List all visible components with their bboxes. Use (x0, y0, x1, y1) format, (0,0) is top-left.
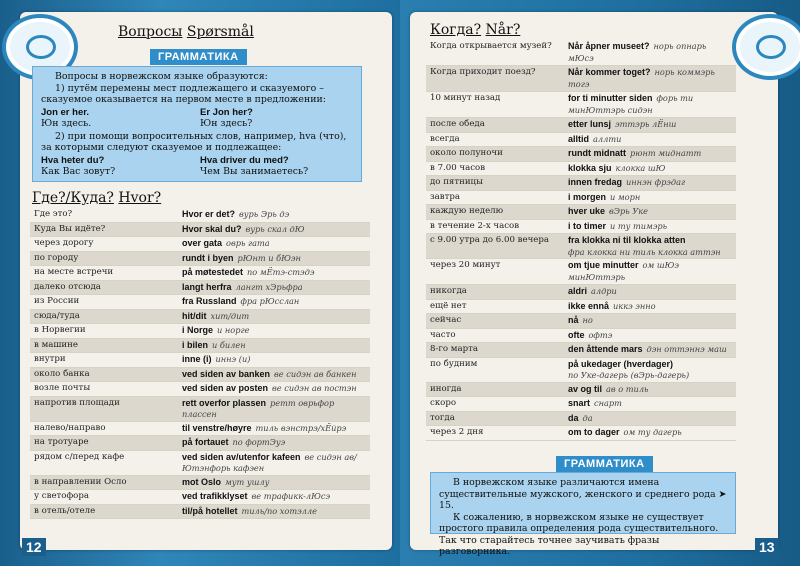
transcription: ретт оврьфор (270, 397, 335, 408)
transcription: ве трафикк-лЮсэ (251, 491, 331, 501)
russian-phrase: часто (430, 329, 456, 340)
norwegian-cell (180, 295, 370, 309)
norwegian-phrase: snart (568, 398, 591, 408)
norwegian-cell (566, 259, 736, 284)
section-title (32, 190, 161, 206)
phrase-row (30, 353, 370, 368)
norwegian-phrase: rundt midnatt (568, 148, 626, 158)
norwegian-phrase: alltid (568, 133, 590, 144)
phrase-row (426, 92, 736, 118)
norwegian-phrase: nå (568, 315, 579, 325)
norwegian-phrase: over gata (182, 238, 223, 248)
norwegian-cell (180, 505, 370, 519)
phrase-row (30, 223, 370, 238)
norwegian-phrase: ikke ennå (568, 300, 610, 311)
example-translation: Как Вас зовут? (41, 166, 116, 177)
russian-phrase: в Норвегии (34, 325, 86, 335)
norwegian-phrase: i morgen (568, 191, 607, 202)
norwegian-phrase: Når kommer toget? (568, 67, 651, 77)
norwegian-phrase: ved siden av/utenfor kafeen (182, 451, 301, 462)
norwegian-phrase: på møtestedet (182, 267, 244, 277)
transcription: тиль/по хотэлле (241, 505, 317, 516)
norwegian-phrase: rett overfor plassen (182, 397, 267, 408)
transcription: ве сидэн ав/ (304, 451, 357, 462)
transcription: и норге (217, 325, 250, 335)
norwegian-cell (180, 266, 370, 280)
russian-phrase: Где это? (34, 209, 73, 219)
example-text: Hva heter du? (41, 154, 105, 166)
page-number: 13 (755, 538, 779, 556)
transcription: и ту тимэрь (610, 220, 668, 231)
russian-phrase: 8-го марта (430, 344, 478, 354)
norwegian-phrase: den åttende mars (568, 344, 643, 354)
russian-phrase: через 20 минут (430, 260, 501, 270)
transcription: по фортЭуэ (232, 437, 286, 447)
example-translation: Юн здесь. (41, 118, 92, 129)
norwegian-cell (180, 476, 370, 490)
russian-phrase: в направлении Осло (34, 476, 127, 487)
russian-phrase: в течение 2-х часов (430, 220, 520, 231)
norwegian-phrase: for ti minutter siden (568, 93, 653, 103)
russian-phrase: в отель/отеле (34, 505, 96, 516)
title-ru: Вопросы (118, 24, 183, 40)
phrase-row (30, 476, 370, 491)
phrase-row (426, 314, 736, 329)
grammar-box (430, 472, 736, 557)
phrase-row (426, 412, 736, 427)
norwegian-phrase: Hvor er det? (182, 209, 236, 219)
norwegian-phrase: i Norge (182, 325, 214, 335)
norwegian-cell (566, 40, 736, 65)
norwegian-phrase: til/på hotellet (182, 505, 238, 516)
transcription: по мЁтэ-стэдэ (247, 267, 315, 277)
norwegian-cell (566, 329, 736, 343)
transcription: вЭрь Уке (609, 206, 649, 216)
phrase-row (426, 66, 736, 92)
norwegian-phrase: fra Russland (182, 296, 237, 306)
russian-phrase: после обеда (430, 119, 485, 129)
phrase-row (426, 176, 736, 191)
norwegian-cell (566, 66, 736, 91)
russian-phrase: до пятницы (430, 177, 483, 187)
phrase-row (30, 397, 370, 422)
grammar-label: ГРАММАТИКА (556, 456, 653, 472)
norwegian-cell (180, 339, 370, 353)
transcription: да (582, 412, 593, 423)
phrase-row (426, 162, 736, 177)
phrase-row (426, 343, 736, 358)
norwegian-phrase: ofte (568, 329, 585, 340)
russian-phrase: через 2 дня (430, 427, 484, 437)
norwegian-phrase: klokka sju (568, 162, 612, 173)
norwegian-phrase: inne (i) (182, 354, 212, 364)
phrase-row (30, 490, 370, 505)
transcription: иккэ эннo (613, 300, 656, 311)
title-no: Spørsmål (186, 24, 254, 40)
example-translation: Юн здесь? (200, 118, 253, 129)
phrase-row (30, 310, 370, 325)
phrase-row (426, 358, 736, 383)
russian-phrase: на месте встречи (34, 267, 114, 277)
transcription: снарт (594, 398, 622, 408)
russian-phrase: Когда открывается музей? (430, 41, 552, 51)
phrase-row (30, 339, 370, 354)
transcription: ве сидэн ав банкен (274, 368, 357, 379)
phrase-row (30, 436, 370, 451)
section-title-ru: Где?/Куда? (32, 190, 114, 206)
norwegian-cell (180, 436, 370, 450)
transcription: алдри (591, 286, 617, 296)
norwegian-cell (180, 281, 370, 295)
grammar-point-2: 2) при помощи вопросительных слов, например, hva (что), за которыми следуют сказуемое и подлежащее: (41, 130, 347, 153)
norwegian-phrase: om tjue minutter (568, 260, 639, 270)
phrase-row (30, 505, 370, 520)
russian-phrase: 10 минут назад (430, 93, 501, 103)
russian-phrase: напротив площади (34, 397, 120, 408)
russian-phrase: на тротуаре (34, 437, 89, 447)
norwegian-cell (180, 324, 370, 338)
russian-phrase: рядом с/перед кафе (34, 451, 125, 462)
russian-phrase: в 7.00 часов (430, 162, 486, 173)
norwegian-cell (566, 285, 736, 299)
russian-phrase: никогда (430, 286, 467, 296)
phrase-row (426, 205, 736, 220)
norwegian-cell (566, 147, 736, 161)
norwegian-phrase: innen fredag (568, 177, 623, 187)
transcription: клокка шЮ (615, 162, 666, 173)
transcription: но (582, 315, 593, 325)
russian-phrase: внутри (34, 354, 66, 364)
norwegian-cell (566, 220, 736, 234)
transcription: дэн оттэннэ маш (646, 344, 727, 354)
russian-phrase: скоро (430, 398, 457, 408)
grammar-example-1 (41, 107, 353, 130)
phrase-row (30, 368, 370, 383)
russian-phrase: каждую неделю (430, 206, 504, 216)
norwegian-cell (566, 118, 736, 132)
transcription: фра клокка ни тиль клокка аттэн (568, 246, 721, 257)
norwegian-phrase: av og til (568, 383, 603, 394)
grammar-label: ГРАММАТИКА (150, 49, 247, 65)
norwegian-cell (180, 368, 370, 382)
norwegian-phrase: Hvor skal du? (182, 223, 242, 234)
russian-phrase: сюда/туда (34, 310, 80, 321)
norwegian-cell (180, 422, 370, 436)
grammar-point-1: В норвежском языке различаются имена существительные мужского, женского и среднего рода ➤ 15. (439, 477, 727, 511)
speech-bubble-icon (736, 18, 800, 76)
norwegian-phrase: om to dager (568, 427, 620, 437)
russian-phrase: через дорогу (34, 238, 94, 248)
russian-phrase: налево/направо (34, 422, 106, 433)
phrase-table-right (426, 40, 736, 441)
norwegian-cell (180, 490, 370, 504)
grammar-point-2: К сожалению, в норвежском языке не существует простого правила определения рода существительного. Так что старайтесь точнее заучивать фразы разговорника. (439, 511, 719, 557)
norwegian-phrase: på fortauet (182, 437, 229, 447)
phrase-row (30, 252, 370, 267)
russian-phrase: Когда приходит поезд? (430, 67, 536, 77)
example-text: Er Jon her? (200, 106, 253, 118)
russian-phrase: завтра (430, 191, 461, 202)
norwegian-cell (180, 451, 370, 475)
transcription: ав о тиль (606, 383, 649, 394)
russian-phrase: в машине (34, 339, 78, 350)
norwegian-cell (180, 223, 370, 237)
transcription: хит/дит (210, 310, 250, 321)
norwegian-phrase: langt herfra (182, 281, 232, 292)
russian-phrase: по будним (430, 358, 478, 369)
example-text: Jon er her. (41, 106, 90, 118)
phrase-row (426, 426, 736, 441)
russian-phrase: по городу (34, 252, 79, 263)
phrase-row (30, 451, 370, 476)
transcription: оврь гатa (226, 238, 270, 248)
title-no: Når? (485, 22, 521, 38)
transcription: иннэн фрэдаг (626, 177, 686, 187)
norwegian-cell (566, 234, 736, 258)
transcription: лангт хЭрьфра (235, 281, 303, 292)
norwegian-cell (566, 426, 736, 440)
transcription: аллти (593, 133, 622, 144)
norwegian-phrase: etter lunsj (568, 119, 612, 129)
norwegian-cell (180, 252, 370, 266)
norwegian-cell (180, 353, 370, 367)
norwegian-cell (566, 358, 736, 382)
transcription: эттэрь лЁнш (615, 119, 677, 129)
norwegian-cell (180, 208, 370, 222)
page-number: 12 (22, 538, 46, 556)
phrase-row (426, 191, 736, 206)
norwegian-cell (566, 162, 736, 176)
norwegian-phrase: ved siden av posten (182, 383, 269, 393)
norwegian-phrase: fra klokka ni til klokka atten (568, 235, 686, 245)
section-title-no: Hvor? (118, 190, 162, 206)
transcription: ом ту дагерь (623, 427, 682, 437)
norwegian-phrase: rundt i byen (182, 252, 234, 263)
norwegian-phrase: hver uke (568, 206, 606, 216)
norwegian-cell (566, 133, 736, 147)
grammar-point-1: 1) путём перемены мест подлежащего и сказуемого – сказуемое оказывается на первом месте в предложении: (41, 82, 326, 105)
russian-phrase: далеко отсюда (34, 281, 101, 292)
phrase-row (30, 208, 370, 223)
russian-phrase: у светофора (34, 491, 89, 501)
norwegian-cell (180, 397, 370, 421)
phrase-row (426, 259, 736, 285)
norwegian-phrase: ved siden av banken (182, 368, 271, 379)
phrase-row (426, 397, 736, 412)
transcription: рЮнт и бЮэн (237, 252, 301, 263)
grammar-example-2 (41, 155, 353, 178)
phrase-row (426, 40, 736, 66)
norwegian-cell (180, 310, 370, 324)
norwegian-cell (566, 383, 736, 397)
phrase-row (426, 118, 736, 133)
norwegian-cell (566, 205, 736, 219)
example-translation: Чем Вы занимаетесь? (200, 166, 309, 177)
russian-phrase: возле почты (34, 383, 91, 393)
transcription: мут ушлу (225, 476, 270, 487)
norwegian-cell (566, 191, 736, 205)
norwegian-phrase: hit/dit (182, 310, 207, 321)
phrase-row (426, 329, 736, 344)
russian-phrase: тогда (430, 412, 455, 423)
phrase-row (426, 133, 736, 148)
transcription: форь ти минЮттэрь сидэн (568, 93, 694, 115)
russian-phrase: около банка (34, 368, 90, 379)
phrase-row (426, 220, 736, 235)
norwegian-cell (566, 92, 736, 117)
russian-phrase: Куда Вы идёте? (34, 223, 106, 234)
norwegian-cell (566, 412, 736, 426)
transcription: ом шЮэ минЮттэрь (568, 260, 679, 282)
norwegian-phrase: Når åpner museet? (568, 41, 650, 51)
grammar-intro: Вопросы в норвежском языке образуются: (55, 71, 268, 82)
norwegian-cell (566, 300, 736, 314)
transcription: и морн (610, 191, 641, 202)
transcription: рюнт миднатт (630, 148, 702, 158)
phrase-row (426, 383, 736, 398)
transcription: фра рЮсслан (240, 296, 300, 306)
transcription: ве сидэн ав постэн (272, 383, 357, 393)
russian-phrase: с 9.00 утра до 6.00 вечера (430, 235, 549, 245)
russian-phrase: ещё нет (430, 300, 467, 311)
russian-phrase: из России (34, 296, 80, 306)
phrase-row (426, 285, 736, 300)
russian-phrase: сейчас (430, 315, 462, 325)
norwegian-phrase: da (568, 412, 579, 423)
phrase-table-left (30, 208, 370, 519)
transcription: по Уке-дагерь (вЭрь-дагерь) (568, 370, 690, 380)
transcription: норь опнарь мЮсэ (568, 41, 707, 63)
norwegian-cell (566, 176, 736, 190)
phrase-row (30, 422, 370, 437)
page-title (430, 22, 520, 38)
transcription: и билен (212, 339, 246, 350)
norwegian-phrase: ved trafikklyset (182, 491, 248, 501)
norwegian-phrase: mot Oslo (182, 476, 222, 487)
phrase-row (426, 300, 736, 315)
norwegian-cell (566, 343, 736, 357)
norwegian-phrase: aldri (568, 286, 588, 296)
phrase-row (30, 382, 370, 397)
page-title (118, 24, 254, 40)
phrase-row (426, 234, 736, 259)
grammar-box (32, 66, 362, 182)
norwegian-cell (566, 314, 736, 328)
norwegian-phrase: på ukedager (hverdager) (568, 358, 674, 369)
phrase-row (30, 324, 370, 339)
phrase-row (30, 237, 370, 252)
transcription: вурь скал дЮ (245, 223, 305, 234)
russian-phrase: всегда (430, 133, 460, 144)
russian-phrase: иногда (430, 383, 462, 394)
transcription: вурь Эрь дэ (239, 209, 290, 219)
title-ru: Когда? (430, 22, 482, 38)
norwegian-phrase: til venstre/høyre (182, 422, 252, 433)
phrase-row (426, 147, 736, 162)
phrase-row (30, 266, 370, 281)
norwegian-cell (566, 397, 736, 411)
transcription: Ютэнфорь кафэен (182, 463, 265, 473)
norwegian-phrase: i bilen (182, 339, 209, 350)
norwegian-phrase: i to timer (568, 220, 607, 231)
example-text: Hva driver du med? (200, 154, 289, 166)
transcription: иннэ (и) (215, 354, 251, 364)
transcription: тиль вэнстрэ/хЁйрэ (255, 422, 347, 433)
phrase-row (30, 281, 370, 296)
transcription: норь коммэрь тогэ (568, 67, 715, 89)
transcription: офтэ (588, 329, 613, 340)
norwegian-cell (180, 237, 370, 251)
russian-phrase: около полуночи (430, 148, 503, 158)
transcription: плассен (182, 409, 217, 419)
phrase-row (30, 295, 370, 310)
norwegian-cell (180, 382, 370, 396)
